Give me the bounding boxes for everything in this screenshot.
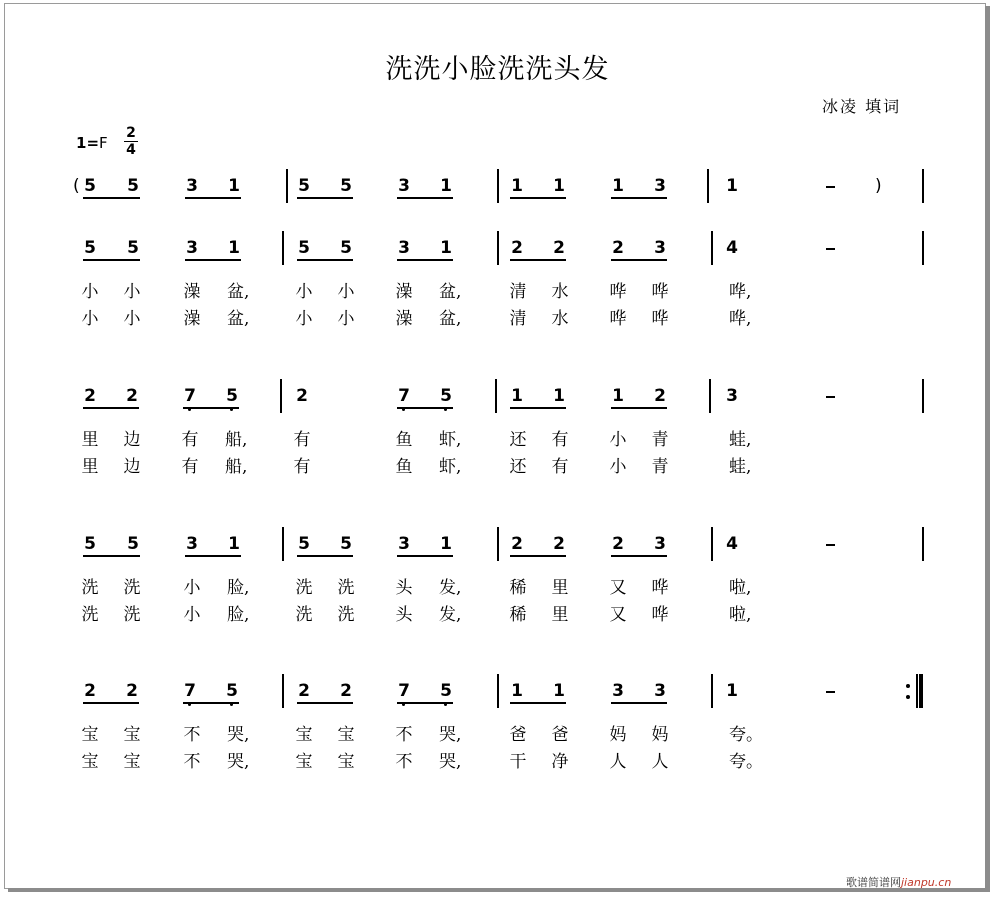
lyric-syllable: 洗: [295, 605, 313, 625]
lyric-syllable: 人: [609, 752, 627, 772]
lyric-syllable: 爸: [551, 725, 569, 745]
lyric-syllable: 船,: [225, 457, 248, 477]
bar-line: [282, 674, 284, 708]
lyric-syllable: 人: [651, 752, 669, 772]
lyric-syllable: 哗: [651, 578, 669, 598]
beam-line: [185, 197, 241, 199]
lyric-syllable: 哭,: [227, 725, 250, 745]
beam-line: [397, 555, 453, 557]
score-frame: [4, 3, 986, 889]
lyric-syllable: 不: [183, 725, 201, 745]
lyric-syllable: 头: [395, 605, 413, 625]
note: 1: [228, 176, 240, 196]
intro-open-paren: (: [73, 176, 80, 196]
lyric-syllable: 小: [123, 282, 141, 302]
lyric-syllable: 妈: [651, 725, 669, 745]
beam-line: [297, 702, 353, 704]
lyric-syllable: 脸,: [227, 605, 250, 625]
note: 3: [186, 238, 198, 258]
lyric-syllable: 有: [293, 457, 311, 477]
beam-line: [83, 555, 140, 557]
lyric-syllable: 哗: [651, 309, 669, 329]
note: 1: [726, 681, 738, 701]
note: 4: [726, 534, 738, 554]
beam-line: [183, 702, 239, 704]
lyric-syllable: 小: [81, 282, 99, 302]
key-tonic: F: [99, 134, 108, 152]
bar-line: [280, 379, 282, 413]
lyric-syllable: 水: [551, 282, 569, 302]
lyric-syllable: 宝: [337, 752, 355, 772]
lyric-syllable: 脸,: [227, 578, 250, 598]
bar-line: [497, 231, 499, 265]
lyric-syllable: 又: [609, 578, 627, 598]
lyric-syllable: 小: [295, 282, 313, 302]
lyric-syllable: 澡: [395, 282, 413, 302]
beam-line: [397, 702, 453, 704]
beam-line: [397, 197, 453, 199]
lyric-syllable: 小: [337, 309, 355, 329]
note: 7: [183, 386, 197, 406]
lyric-syllable: 哗: [651, 605, 669, 625]
lyric-syllable: 哗: [651, 282, 669, 302]
lyric-syllable: 妈: [609, 725, 627, 745]
note: 3: [654, 238, 666, 258]
meter-bottom: 4: [126, 142, 136, 158]
lyric-syllable: 青: [651, 457, 669, 477]
note: 5: [340, 176, 352, 196]
note: 1: [553, 386, 565, 406]
lyric-syllable: 哭,: [227, 752, 250, 772]
note: 3: [654, 534, 666, 554]
note: 1: [440, 534, 452, 554]
lyric-syllable: 洗: [81, 578, 99, 598]
bar-line: [495, 379, 497, 413]
bar-line: [497, 169, 499, 203]
note: 7: [397, 386, 411, 406]
note: 5: [127, 238, 139, 258]
note: 3: [726, 386, 738, 406]
lyric-syllable: 鱼: [395, 430, 413, 450]
beam-line: [510, 197, 566, 199]
key-equals: =: [86, 134, 100, 152]
note: 2: [296, 386, 308, 406]
lyric-syllable: 小: [183, 605, 201, 625]
lyric-syllable: 哗: [609, 309, 627, 329]
time-signature: [124, 125, 138, 158]
note: 1: [440, 238, 452, 258]
lyric-syllable: 盆,: [227, 309, 250, 329]
lyric-syllable: 船,: [225, 430, 248, 450]
note: 3: [654, 681, 666, 701]
lyric-syllable: 宝: [81, 725, 99, 745]
note: 4: [726, 238, 738, 258]
lyric-syllable: 里: [81, 430, 99, 450]
hold-dash: [826, 544, 835, 546]
hold-dash: [826, 396, 835, 398]
frame-shadow-right: [985, 6, 990, 890]
note: 5: [84, 176, 96, 196]
note: 3: [186, 534, 198, 554]
lyric-syllable: 夸。: [729, 725, 763, 745]
song-title: 洗洗小脸洗洗头发: [385, 54, 610, 85]
lyric-syllable: 宝: [81, 752, 99, 772]
lyric-syllable: 盆,: [439, 282, 462, 302]
beam-line: [510, 407, 566, 409]
lyric-syllable: 稀: [509, 578, 527, 598]
lyric-syllable: 小: [337, 282, 355, 302]
note: 2: [553, 238, 565, 258]
beam-line: [185, 259, 241, 261]
watermark: [846, 874, 951, 890]
lyric-syllable: 里: [551, 578, 569, 598]
lyric-syllable: 不: [183, 752, 201, 772]
lyric-syllable: 澡: [395, 309, 413, 329]
bar-line: [707, 169, 709, 203]
lyric-syllable: 宝: [295, 752, 313, 772]
lyric-syllable: 不: [395, 725, 413, 745]
bar-line: [497, 674, 499, 708]
note: 3: [654, 176, 666, 196]
beam-line: [185, 555, 241, 557]
note: 1: [511, 681, 523, 701]
lyric-syllable: 发,: [439, 605, 462, 625]
lyric-syllable: 宝: [123, 725, 141, 745]
lyric-syllable: 小: [123, 309, 141, 329]
beam-line: [397, 407, 453, 409]
lyric-syllable: 夸。: [729, 752, 763, 772]
lyric-syllable: 小: [183, 578, 201, 598]
note: 1: [553, 681, 565, 701]
lyric-syllable: 清: [509, 282, 527, 302]
repeat-dot-lower: [906, 695, 910, 699]
lyric-syllable: 哗,: [729, 282, 752, 302]
beam-line: [510, 555, 566, 557]
lyric-syllable: 洗: [123, 605, 141, 625]
lyric-syllable: 边: [123, 430, 141, 450]
note: 2: [511, 534, 523, 554]
note: 5: [340, 238, 352, 258]
lyric-syllable: 宝: [295, 725, 313, 745]
lyric-syllable: 爸: [509, 725, 527, 745]
lyric-syllable: 有: [293, 430, 311, 450]
lyric-syllable: 小: [609, 430, 627, 450]
note: 1: [612, 176, 624, 196]
note: 5: [84, 238, 96, 258]
lyric-syllable: 洗: [337, 578, 355, 598]
lyric-syllable: 净: [551, 752, 569, 772]
bar-line: [922, 379, 924, 413]
lyric-syllable: 不: [395, 752, 413, 772]
beam-line: [297, 197, 353, 199]
lyric-syllable: 盆,: [227, 282, 250, 302]
lyric-syllable: 洗: [81, 605, 99, 625]
lyric-syllable: 虾,: [439, 457, 462, 477]
note: 3: [398, 534, 410, 554]
note: 2: [612, 238, 624, 258]
final-barline: [919, 674, 923, 708]
lyric-syllable: 边: [123, 457, 141, 477]
note: 2: [511, 238, 523, 258]
note: 2: [126, 681, 138, 701]
lyric-syllable: 小: [295, 309, 313, 329]
note: 5: [84, 534, 96, 554]
lyric-syllable: 哗: [609, 282, 627, 302]
bar-line: [916, 674, 918, 708]
lyric-syllable: 有: [551, 430, 569, 450]
beam-line: [397, 259, 453, 261]
note: 1: [511, 176, 523, 196]
lyric-syllable: 青: [651, 430, 669, 450]
beam-line: [297, 555, 353, 557]
note: 5: [225, 681, 239, 701]
bar-line: [711, 527, 713, 561]
lyric-syllable: 洗: [295, 578, 313, 598]
lyric-syllable: 有: [181, 457, 199, 477]
note: 7: [183, 681, 197, 701]
note: 1: [440, 176, 452, 196]
watermark-text: 歌谱简谱网: [846, 876, 901, 889]
beam-line: [83, 259, 140, 261]
beam-line: [297, 259, 353, 261]
note: 2: [553, 534, 565, 554]
beam-line: [510, 259, 566, 261]
note: 5: [127, 176, 139, 196]
note: 2: [298, 681, 310, 701]
note: 3: [612, 681, 624, 701]
note: 2: [340, 681, 352, 701]
lyric-syllable: 哭,: [439, 725, 462, 745]
lyric-syllable: 水: [551, 309, 569, 329]
note: 1: [228, 534, 240, 554]
lyric-syllable: 洗: [123, 578, 141, 598]
hold-dash: [826, 186, 835, 188]
key-prefix: 1: [76, 134, 87, 152]
key-signature: [76, 134, 108, 152]
bar-line: [711, 231, 713, 265]
note: 1: [228, 238, 240, 258]
note: 5: [298, 534, 310, 554]
lyric-syllable: 澡: [183, 282, 201, 302]
note: 5: [439, 386, 453, 406]
note: 2: [84, 386, 96, 406]
note: 5: [225, 386, 239, 406]
lyric-syllable: 澡: [183, 309, 201, 329]
note: 5: [298, 176, 310, 196]
lyric-syllable: 鱼: [395, 457, 413, 477]
note: 1: [726, 176, 738, 196]
lyric-syllable: 蛙,: [729, 457, 752, 477]
lyric-syllable: 小: [81, 309, 99, 329]
meter-top: 2: [124, 125, 138, 142]
bar-line: [497, 527, 499, 561]
lyric-syllable: 虾,: [439, 430, 462, 450]
bar-line: [711, 674, 713, 708]
lyric-syllable: 还: [509, 430, 527, 450]
lyric-syllable: 啦,: [729, 605, 752, 625]
lyric-syllable: 盆,: [439, 309, 462, 329]
lyricist-credit: 冰凌 填词: [822, 97, 902, 116]
beam-line: [611, 407, 667, 409]
lyric-syllable: 里: [551, 605, 569, 625]
bar-line: [709, 379, 711, 413]
lyric-syllable: 宝: [337, 725, 355, 745]
note: 3: [398, 176, 410, 196]
lyric-syllable: 洗: [337, 605, 355, 625]
note: 5: [439, 681, 453, 701]
note: 5: [127, 534, 139, 554]
beam-line: [611, 259, 667, 261]
repeat-dot-upper: [906, 684, 910, 688]
lyric-syllable: 稀: [509, 605, 527, 625]
bar-line: [922, 527, 924, 561]
beam-line: [510, 702, 566, 704]
lyric-syllable: 蛙,: [729, 430, 752, 450]
lyric-syllable: 小: [609, 457, 627, 477]
lyric-syllable: 哗,: [729, 309, 752, 329]
note: 1: [511, 386, 523, 406]
lyric-syllable: 有: [551, 457, 569, 477]
note: 3: [398, 238, 410, 258]
beam-line: [611, 702, 667, 704]
beam-line: [611, 555, 667, 557]
lyric-syllable: 啦,: [729, 578, 752, 598]
intro-close-paren: ): [875, 176, 882, 196]
beam-line: [611, 197, 667, 199]
note: 5: [340, 534, 352, 554]
lyric-syllable: 又: [609, 605, 627, 625]
lyric-syllable: 哭,: [439, 752, 462, 772]
note: 2: [654, 386, 666, 406]
bar-line: [282, 527, 284, 561]
hold-dash: [826, 691, 835, 693]
note: 1: [612, 386, 624, 406]
bar-line: [922, 231, 924, 265]
lyric-syllable: 头: [395, 578, 413, 598]
note: 1: [553, 176, 565, 196]
note: 7: [397, 681, 411, 701]
lyric-syllable: 发,: [439, 578, 462, 598]
beam-line: [183, 407, 239, 409]
frame-shadow-bottom: [8, 888, 990, 892]
note: 5: [298, 238, 310, 258]
note: 2: [612, 534, 624, 554]
beam-line: [83, 197, 140, 199]
bar-line: [286, 169, 288, 203]
note: 2: [126, 386, 138, 406]
lyric-syllable: 宝: [123, 752, 141, 772]
lyric-syllable: 里: [81, 457, 99, 477]
watermark-site: jianpu.cn: [901, 876, 952, 889]
beam-line: [83, 702, 139, 704]
lyric-syllable: 干: [509, 752, 527, 772]
bar-line: [922, 169, 924, 203]
beam-line: [83, 407, 139, 409]
note: 2: [84, 681, 96, 701]
note: 3: [186, 176, 198, 196]
lyric-syllable: 清: [509, 309, 527, 329]
lyric-syllable: 有: [181, 430, 199, 450]
hold-dash: [826, 248, 835, 250]
lyric-syllable: 还: [509, 457, 527, 477]
bar-line: [282, 231, 284, 265]
